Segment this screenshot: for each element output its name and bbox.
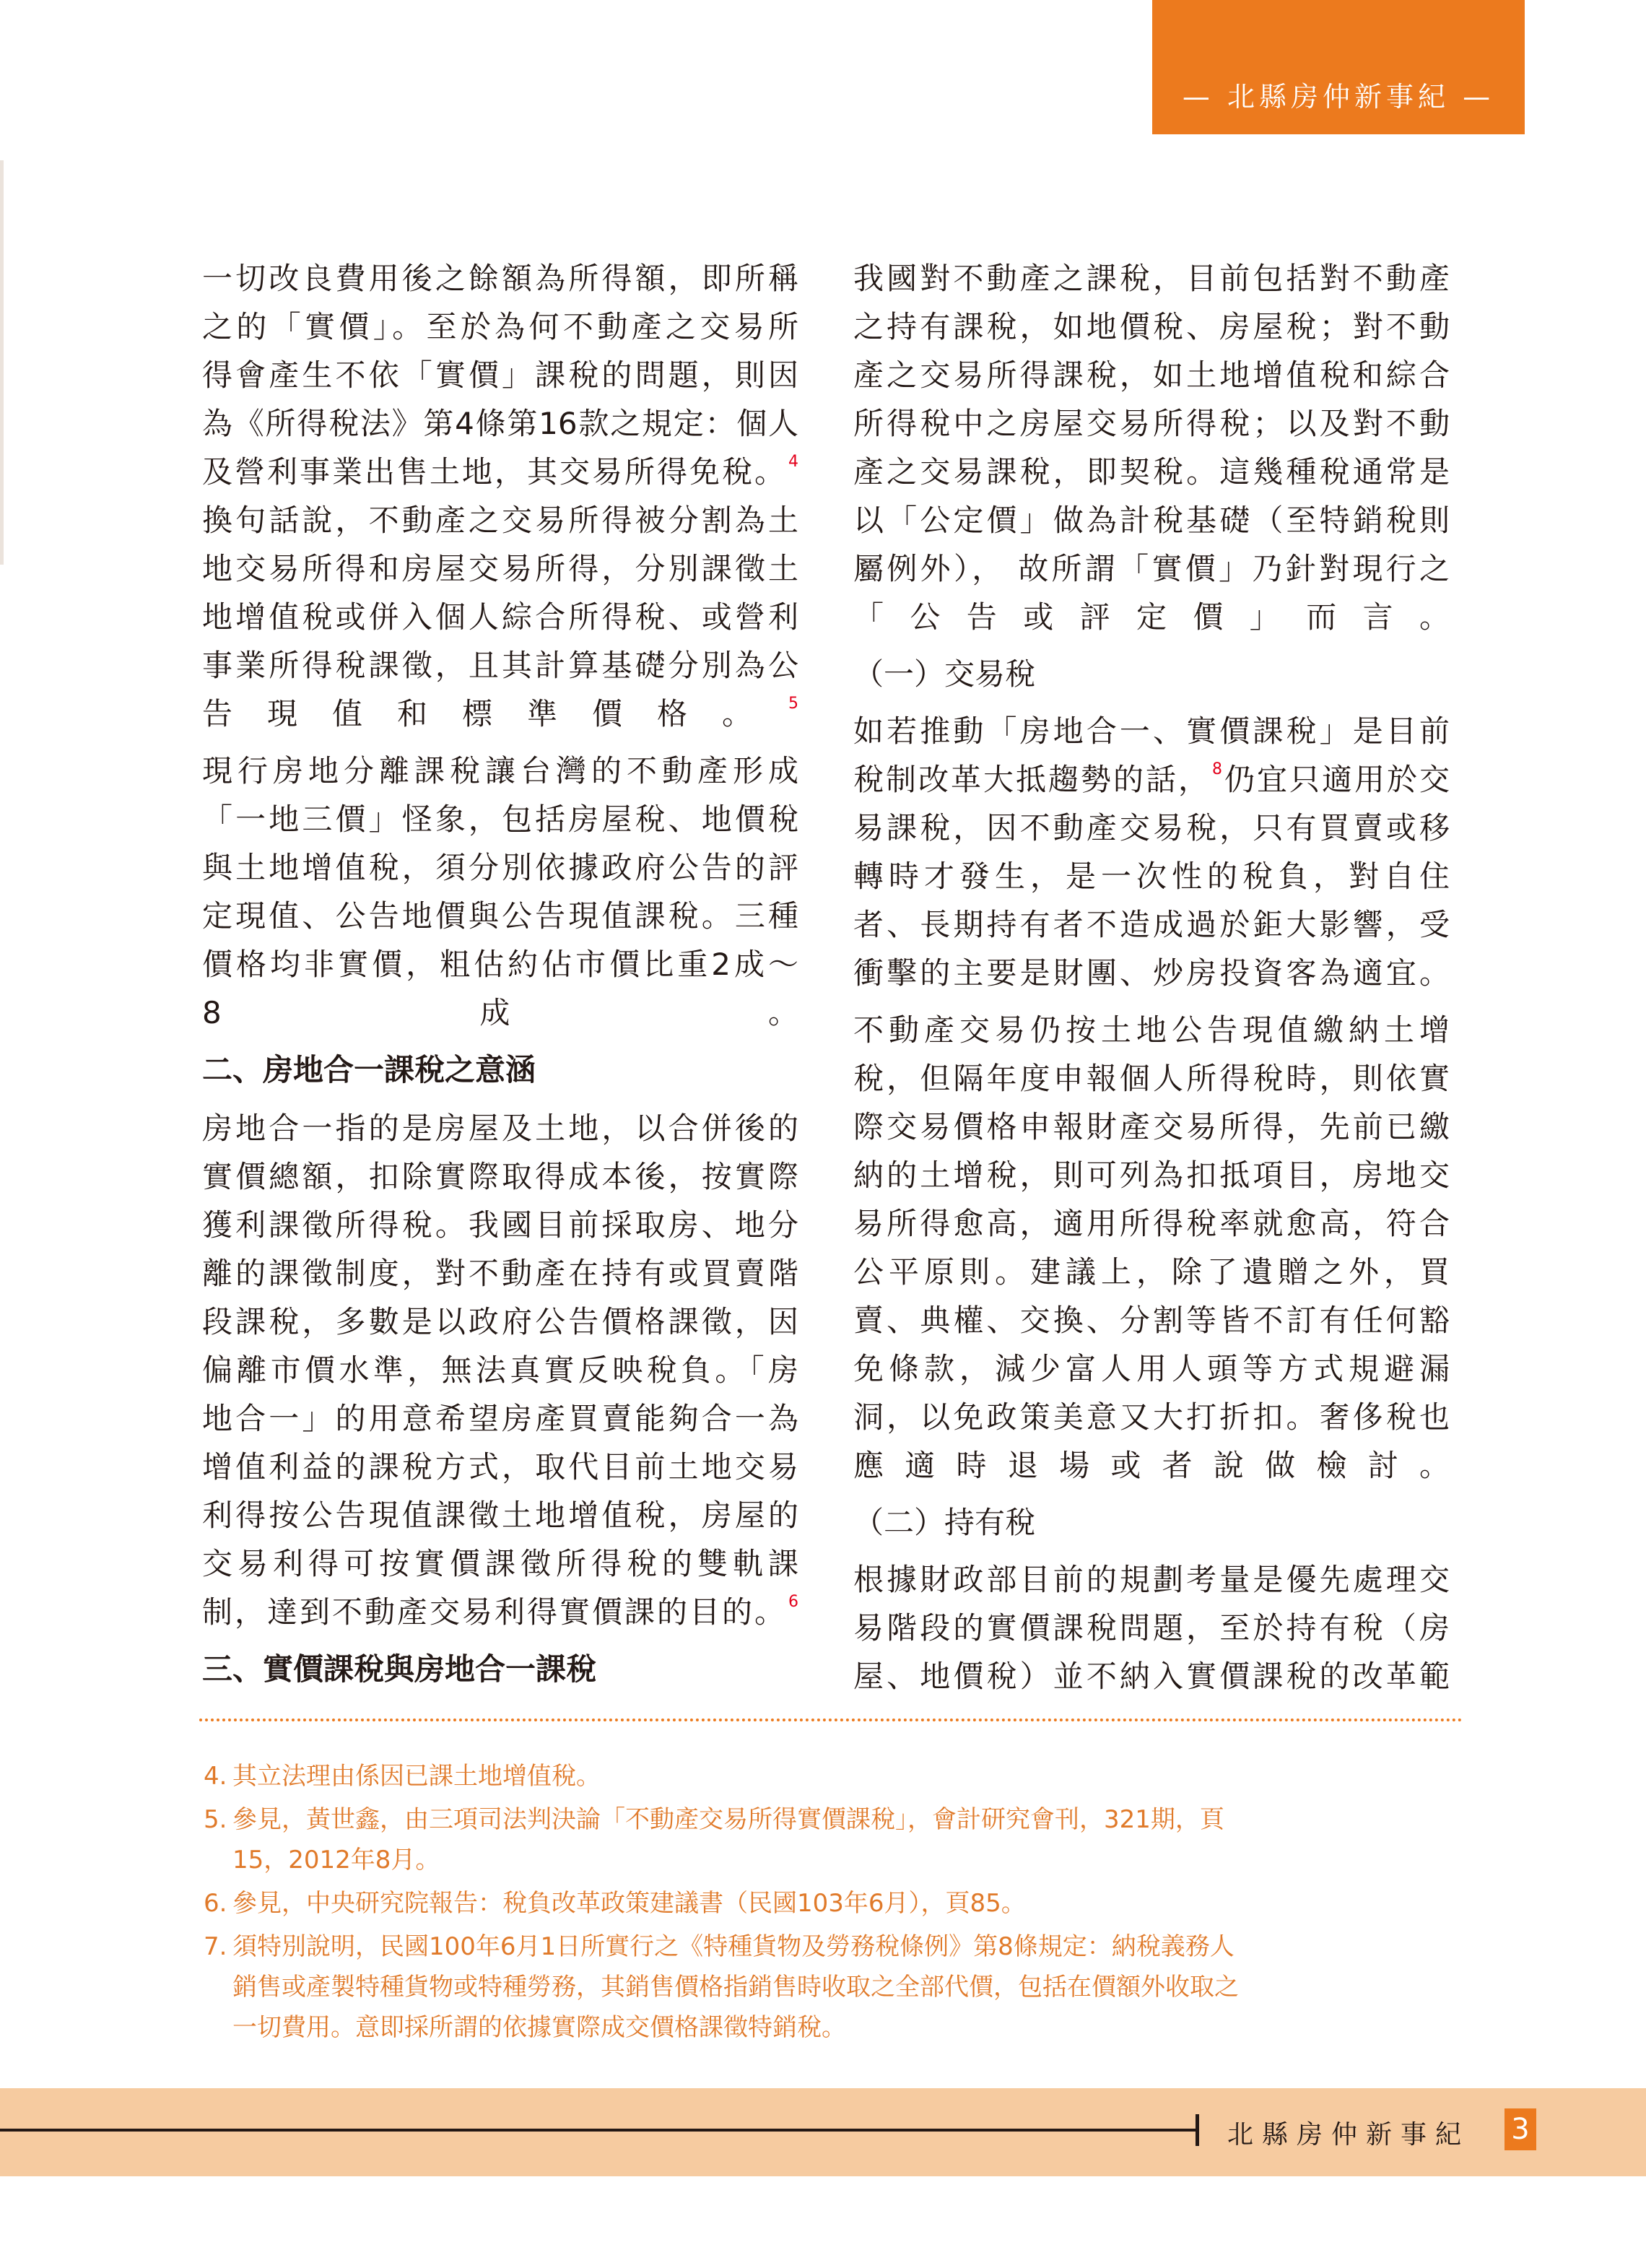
text-line: 現行房地分離課稅讓台灣的不動產形成 <box>202 753 798 788</box>
text-line: 地增值稅或併入個人綜合所得稅、或營利 <box>202 599 798 635</box>
left-paragraph-1 <box>202 254 798 738</box>
footer-title: 北縣房仲新事紀 <box>1227 2120 1471 2150</box>
text-line: 離的課徵制度，對不動產在持有或買賣階 <box>202 1256 798 1291</box>
text-line: 段課稅，多數是以政府公告價格課徵，因 <box>202 1304 798 1339</box>
text-line: 衝擊的主要是財團、炒房投資客為適宜。 <box>853 955 1450 991</box>
footnote-marker[interactable]: 5 <box>788 695 798 713</box>
page-edge-mark <box>0 160 4 565</box>
text-line: 事業所得稅課徵，且其計算基礎分別為公 <box>202 648 798 683</box>
text-line: 易課稅，因不動產交易稅，只有買賣或移 <box>853 810 1450 846</box>
text-line: 者、長期持有者不造成過於鉅大影響，受 <box>853 907 1450 942</box>
text-line: 獲利課徵所得稅。我國目前採取房、地分 <box>202 1207 798 1243</box>
section-heading-2: 二、房地合一課稅之意涵 <box>202 1052 536 1087</box>
text-line: 一切改良費用後之餘額為所得額，即所稱 <box>202 261 798 296</box>
text-line: 地合一」的用意希望房產買賣能夠合一為 <box>202 1401 798 1436</box>
text-line <box>202 1588 798 1636</box>
text-line: 洞，以免政策美意又大打折扣。奢侈稅也 <box>853 1399 1450 1435</box>
footnote-5 <box>204 1799 1464 1880</box>
text-line: 增值利益的課稅方式，取代目前土地交易 <box>202 1449 798 1485</box>
right-paragraph-1 <box>853 254 1450 641</box>
footnote-marker[interactable]: 4 <box>788 453 798 471</box>
footer-rule <box>0 2129 1197 2132</box>
page-number: 3 <box>1505 2108 1536 2150</box>
footnote-7 <box>204 1926 1464 2048</box>
text-line: 實價總額，扣除實際取得成本後，按實際 <box>202 1159 798 1194</box>
footnote-4 <box>204 1756 1464 1796</box>
left-column <box>202 254 798 1703</box>
text-line: 際交易價格申報財產交易所得，先前已繳 <box>853 1109 1450 1144</box>
text-line: 為《所得稅法》第4條第16款之規定：個人 <box>202 406 798 441</box>
text-line: 「公告或評定價」而言。 <box>853 599 1450 635</box>
right-paragraph-2 <box>853 707 1450 997</box>
subheading-holding-tax: （二）持有稅 <box>853 1505 1036 1540</box>
text-fragment: 制，達到不動產交易利得實價課的目的。 <box>202 1594 787 1630</box>
right-column <box>853 254 1450 1709</box>
header-title: — 北縣房仲新事紀 — <box>1182 81 1495 113</box>
text-line: 屬例外）， 故所謂「實價」乃針對現行之 <box>853 551 1450 586</box>
right-paragraph-3 <box>853 1006 1450 1490</box>
text-line: 公平原則。建議上，除了遺贈之外，買 <box>853 1254 1450 1290</box>
text-line: 產之交易所得課稅，如土地增值稅和綜合 <box>853 357 1450 393</box>
text-line: 所得稅中之房屋交易所得稅；以及對不動 <box>853 406 1450 441</box>
text-line: 易階段的實價課稅問題，至於持有稅（房 <box>853 1610 1450 1646</box>
section-heading-3: 三、實價課稅與房地合一課稅 <box>202 1651 597 1687</box>
footer-band <box>0 2088 1646 2176</box>
text-line: 偏離市價水準，無法真實反映稅負。「房 <box>202 1352 798 1388</box>
text-line: 屋、地價稅）並不納入實價課稅的改革範 <box>853 1659 1450 1694</box>
footnote-number: 7. <box>204 1932 227 1961</box>
text-line: 賣、典權、交換、分割等皆不訂有任何豁 <box>853 1303 1450 1338</box>
text-line: 易所得愈高，適用所得稅率就愈高，符合 <box>853 1206 1450 1241</box>
text-line: 不動產交易仍按土地公告現值繳納土增 <box>853 1012 1450 1048</box>
footnote-line: 一切費用。意即採所謂的依據實際成交價格課徵特銷稅。 <box>232 2013 846 2042</box>
text-fragment: 及營利事業出售土地，其交易所得免稅。 <box>202 454 787 490</box>
text-line: 地交易所得和房屋交易所得，分別課徵土 <box>202 551 798 586</box>
header-tab <box>1152 0 1525 134</box>
footnote-divider <box>199 1719 1463 1721</box>
subheading-transaction-tax: （一）交易稅 <box>853 656 1036 692</box>
footnote-6 <box>204 1883 1464 1924</box>
text-line: 得會產生不依「實價」課稅的問題，則因 <box>202 357 798 393</box>
text-line: 「一地三價」怪象，包括房屋稅、地價稅 <box>202 801 798 837</box>
right-paragraph-4 <box>853 1555 1450 1700</box>
footnote-line: 參見，黃世鑫，由三項司法判決論「不動產交易所得實價課稅」，會計研究會刊，321期，頁 <box>232 1805 1224 1834</box>
footnote-line: 15，2012年8月。 <box>232 1846 440 1874</box>
footer-rule-tick <box>1196 2114 1199 2146</box>
text-line: 定現值、公告地價與公告現值課稅。三種 <box>202 898 798 934</box>
text-line: 應適時退場或者說做檢討。 <box>853 1448 1450 1483</box>
left-paragraph-3 <box>202 1104 798 1636</box>
footnote-number: 6. <box>204 1889 227 1918</box>
text-line: 根據財政部目前的規劃考量是優先處理交 <box>853 1562 1450 1597</box>
text-line: 轉時才發生，是一次性的稅負，對自住 <box>853 859 1450 894</box>
text-line <box>202 448 798 496</box>
left-paragraph-2 <box>202 747 798 1037</box>
text-line <box>202 690 798 738</box>
text-line: 產之交易課稅，即契稅。這幾種稅通常是 <box>853 454 1450 490</box>
footnote-line: 其立法理由係因已課土地增值稅。 <box>232 1762 601 1791</box>
text-line: 以「公定價」做為計稅基礎（至特銷稅則 <box>853 503 1450 538</box>
footnote-marker[interactable]: 8 <box>1211 760 1222 778</box>
text-line: 房地合一指的是房屋及土地，以合併後的 <box>202 1111 798 1146</box>
text-line: 價格均非實價，粗估約佔市價比重2成～ <box>202 947 798 982</box>
footnote-line: 銷售或產製特種貨物或特種勞務，其銷售價格指銷售時收取之全部代價，包括在價額外收取之 <box>232 1973 1239 2002</box>
text-line: 我國對不動產之課稅，目前包括對不動產 <box>853 261 1450 296</box>
text-line: 稅，但隔年度申報個人所得稅時，則依實 <box>853 1061 1450 1096</box>
text-line: 利得按公告現值課徵土地增值稅，房屋的 <box>202 1498 798 1533</box>
text-line <box>853 755 1450 804</box>
footnote-number: 5. <box>204 1805 227 1834</box>
text-fragment: 告現值和標準價格。 <box>202 696 787 731</box>
text-line: 之持有課稅，如地價稅、房屋稅；對不動 <box>853 309 1450 344</box>
text-line: 與土地增值稅，須分別依據政府公告的評 <box>202 850 798 885</box>
text-fragment: 稅制改革大抵趨勢的話， <box>853 762 1211 797</box>
text-line: 換句話說，不動產之交易所得被分割為土 <box>202 503 798 538</box>
footnote-line: 參見，中央研究院報告：稅負改革政策建議書（民國103年6月），頁85。 <box>232 1889 1026 1918</box>
footnote-line: 須特別說明，民國100年6月1日所實行之《特種貨物及勞務稅條例》第8條規定：納稅義務人 <box>232 1932 1234 1961</box>
text-line: 之的「實價」。至於為何不動產之交易所 <box>202 309 798 344</box>
footnote-number: 4. <box>204 1762 227 1791</box>
footnotes <box>204 1756 1464 2051</box>
text-fragment: 仍宜只適用於交 <box>1222 762 1450 797</box>
text-line: 8成。 <box>202 995 798 1030</box>
text-line: 交易利得可按實價課徵所得稅的雙軌課 <box>202 1546 798 1581</box>
text-line: 免條款，減少富人用人頭等方式規避漏 <box>853 1351 1450 1386</box>
text-line: 納的土增稅，則可列為扣抵項目，房地交 <box>853 1157 1450 1193</box>
text-line: 如若推動「房地合一、實價課稅」是目前 <box>853 713 1450 749</box>
footnote-marker[interactable]: 6 <box>788 1593 798 1611</box>
